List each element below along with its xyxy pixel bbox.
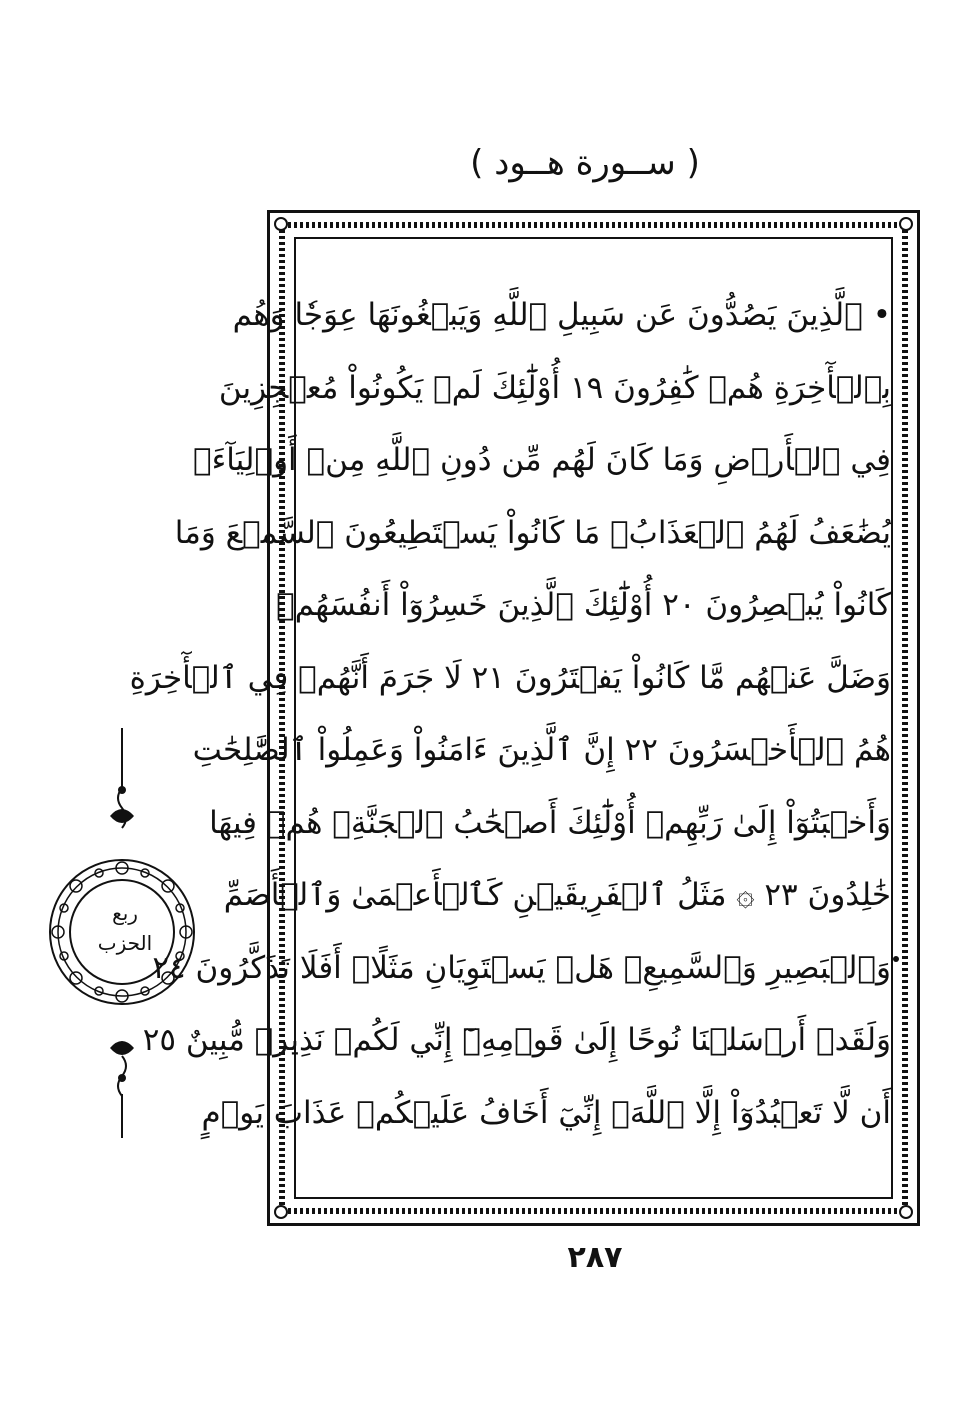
verse-line: أَن لَّا تَعۡبُدُوٓاْ إِلَّا ٱللَّهَۖ إِنِّيٓ أَخَافُ عَلَيۡكُمۡ عَذَابَ يَوۡمٍ xyxy=(201,1094,891,1131)
rub-label: ربع xyxy=(112,901,138,925)
surah-title: ( ســورة هــود ) xyxy=(470,143,700,183)
verse-line: وَٱلۡبَصِيرِ وَٱلسَّمِيعِۚ هَلۡ يَسۡتَوِيَانِ مَثَلًاۚ أَفَلَا تَذَكَّرُونَ ٢٤ xyxy=(152,949,891,986)
verse-line: وَلَقَدۡ أَرۡسَلۡنَا نُوحًا إِلَىٰ قَوۡمِهِۦٓ إِنِّي لَكُمۡ نَذِيرٞ مُّبِينٌ ٢٥ xyxy=(142,1022,891,1058)
verse-line: خَٰلِدُونَ ٢٣ ۞ مَثَلُ ٱلۡفَرِيقَيۡنِ كَٱلۡأَعۡمَىٰ وَٱلۡأَصَمِّ xyxy=(223,877,891,913)
verse-line: هُمُ ٱلۡأَخۡسَرُونَ ٢٢ إِنَّ ٱلَّذِينَ ءَامَنُواْ وَعَمِلُواْ ٱلصَّٰلِحَٰتِ xyxy=(192,732,891,768)
hizb-label: الحزب xyxy=(97,931,153,955)
corner-ornament xyxy=(899,217,913,231)
text-frame xyxy=(129,237,893,1199)
frame-border-bottom xyxy=(282,1208,905,1214)
corner-ornament xyxy=(274,1205,288,1219)
verse-line: فِي ٱلۡأَرۡضِ وَمَا كَانَ لَهُم مِّن دُونِ ٱللَّهِ مِنۡ أَوۡلِيَآءَۘ xyxy=(193,442,891,478)
verse-line: وَأَخۡبَتُوٓاْ إِلَىٰ رَبِّهِمۡ أُوْلَٰٓئِكَ أَصۡحَٰبُ ٱلۡجَنَّةِۖ هُمۡ فِيهَا xyxy=(209,804,891,841)
verse-text-block xyxy=(129,279,891,1149)
frame-border-top xyxy=(282,222,905,228)
frame-border-right xyxy=(902,225,908,1211)
margin-dot xyxy=(893,956,899,962)
verse-line: بِٱلۡأٓخِرَةِ هُمۡ كَٰفِرُونَ ١٩ أُوْلَٰٓئِكَ لَمۡ يَكُونُواْ مُعۡجِزِينَ xyxy=(218,369,891,406)
verse-line: • ٱلَّذِينَ يَصُدُّونَ عَن سَبِيلِ ٱللَّهِ وَيَبۡغُونَهَا عِوَجٗا وَهُم xyxy=(232,297,891,333)
verse-line: يُضَٰعَفُ لَهُمُ ٱلۡعَذَابُۚ مَا كَانُواْ يَسۡتَطِيعُونَ ٱلسَّمۡعَ وَمَا xyxy=(174,514,891,551)
page-frame xyxy=(129,210,920,1226)
verse-line: كَانُواْ يُبۡصِرُونَ ٢٠ أُوْلَٰٓئِكَ ٱلَّذِينَ خَسِرُوٓاْ أَنفُسَهُمۡ xyxy=(276,587,891,623)
corner-ornament xyxy=(274,217,288,231)
corner-ornament xyxy=(899,1205,913,1219)
rub-hizb-label xyxy=(75,898,175,964)
page-number: ٢٨٧ xyxy=(567,1240,623,1275)
verse-line: وَضَلَّ عَنۡهُم مَّا كَانُواْ يَفۡتَرُونَ ٢١ لَا جَرَمَ أَنَّهُمۡ فِي ٱلۡأٓخِرَةِ xyxy=(129,659,891,696)
